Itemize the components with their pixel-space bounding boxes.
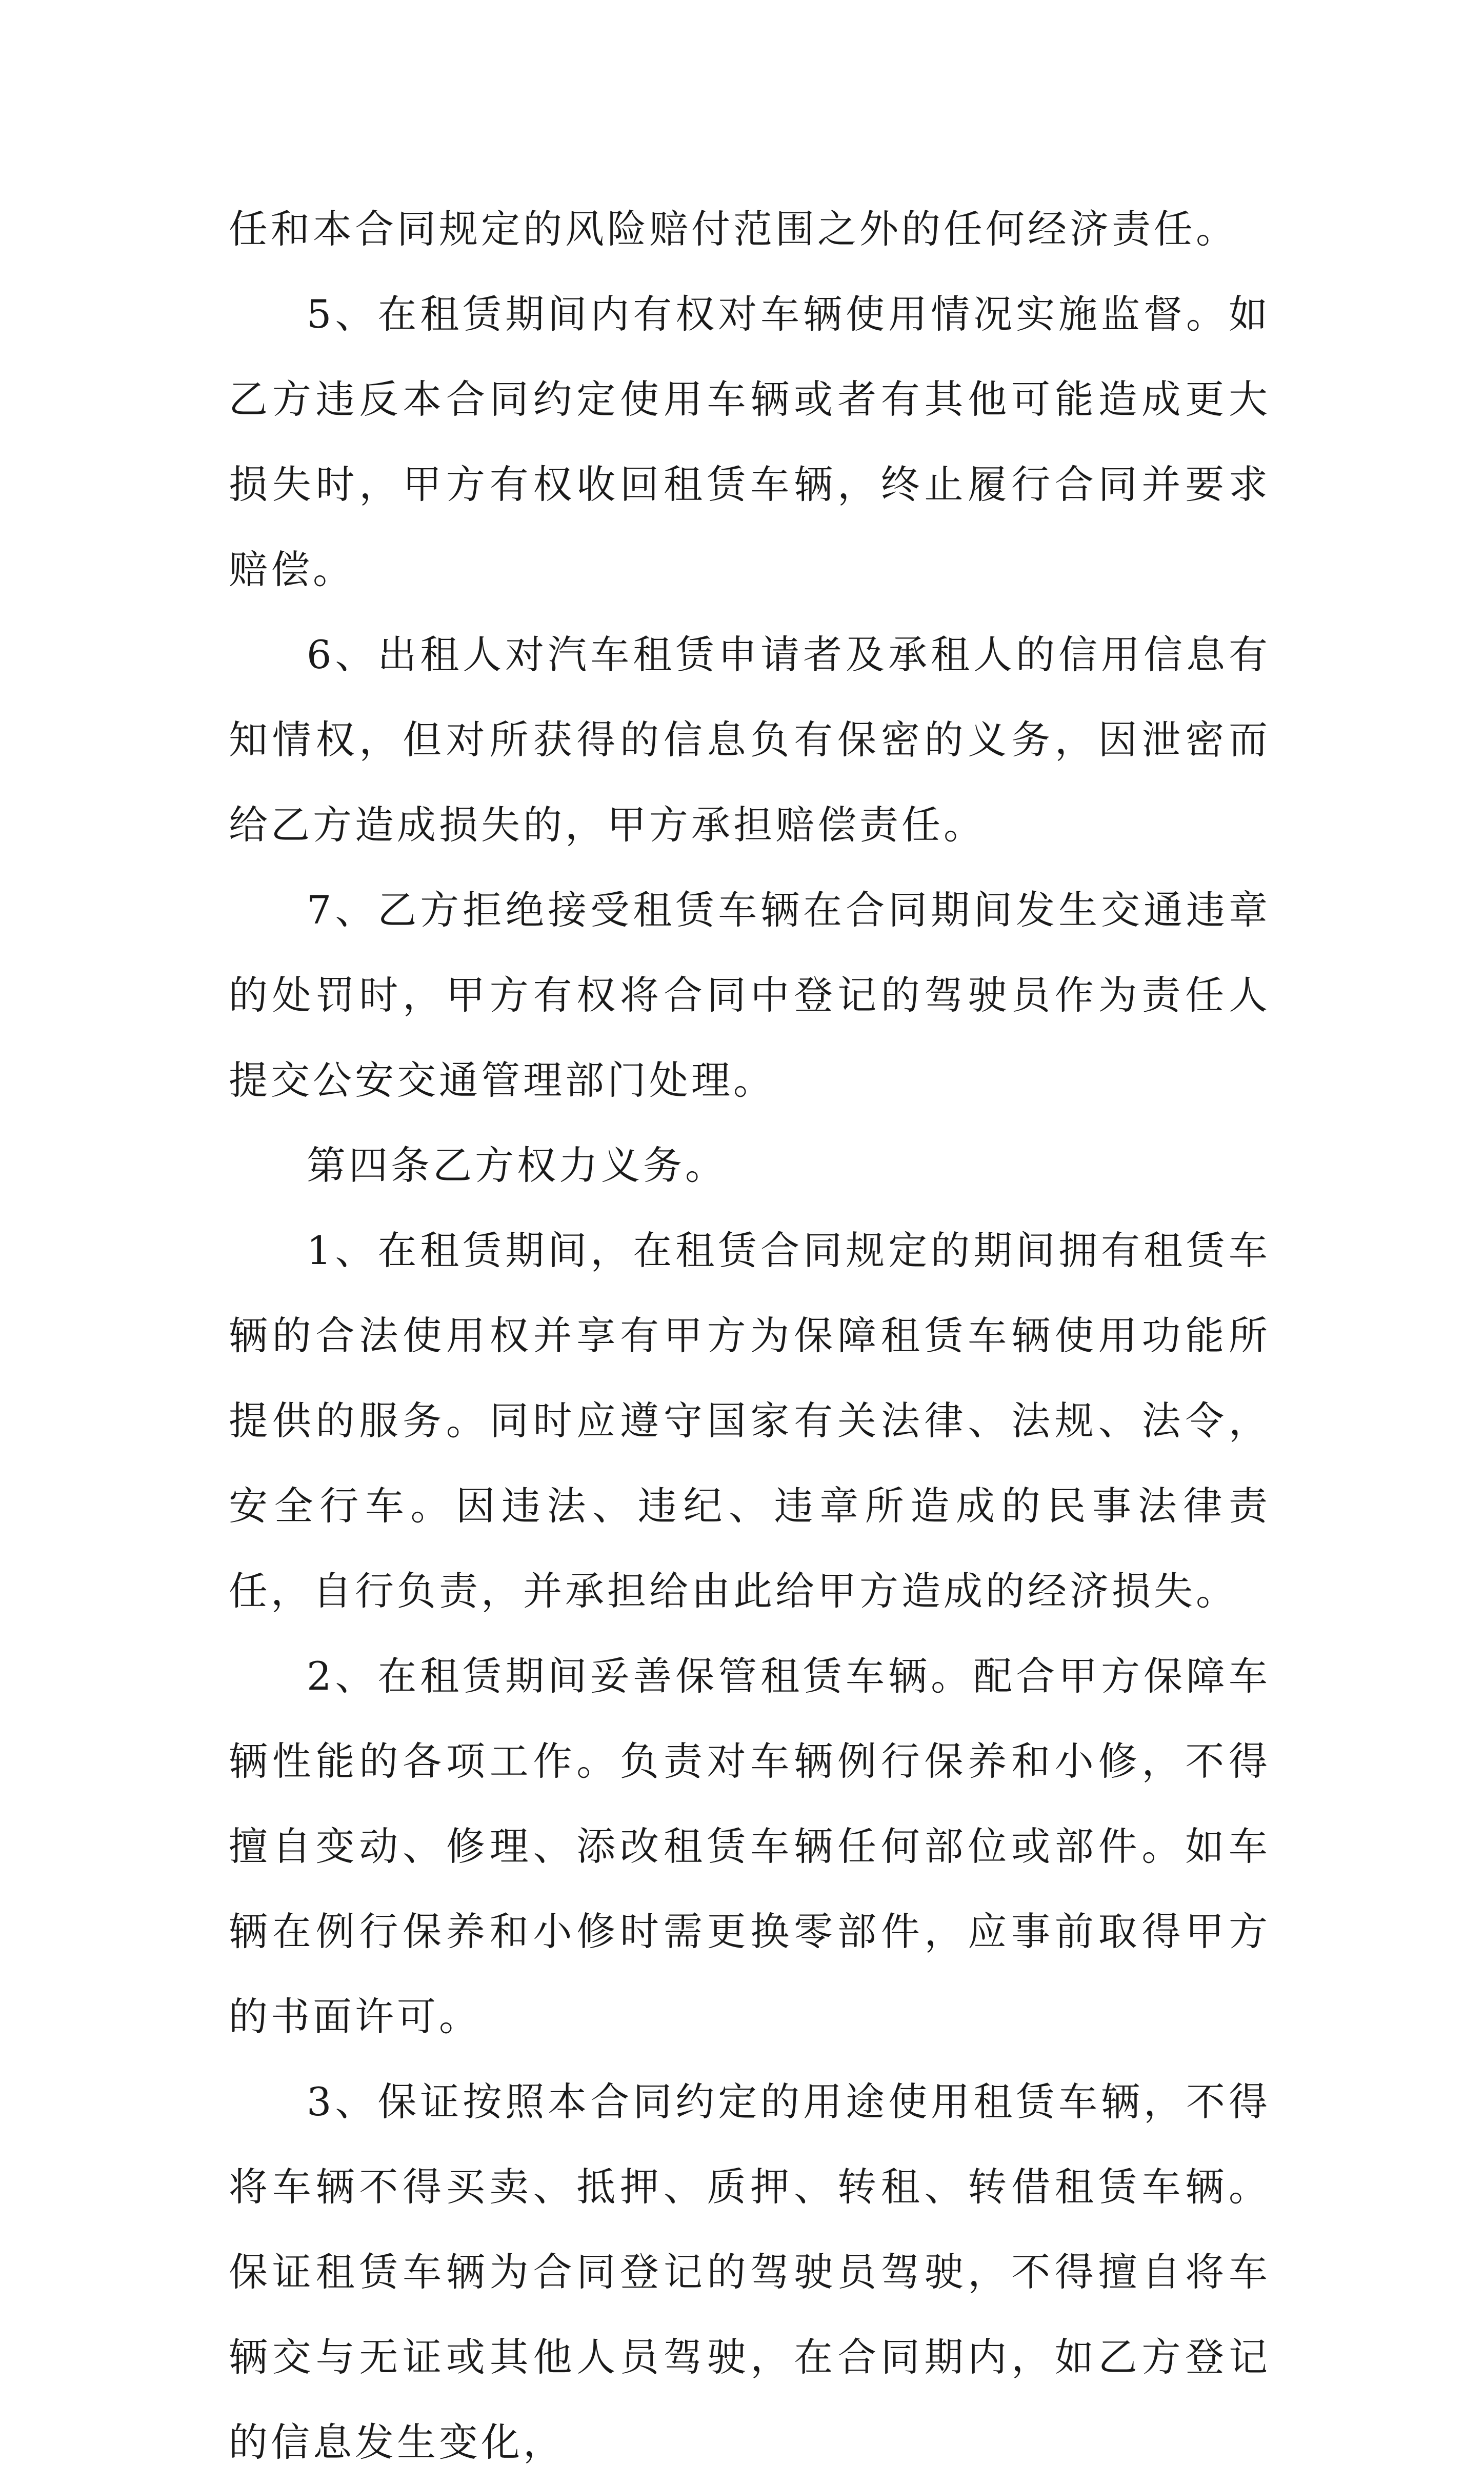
paragraph-clause-5: 5、在租赁期间内有权对车辆使用情况实施监督。如乙方违反本合同约定使用车辆或者有其他可能造成更大损失时，甲方有权收回租赁车辆，终止履行合同并要求赔偿。 <box>229 291 1271 592</box>
paragraph-clause-7: 7、乙方拒绝接受租赁车辆在合同期间发生交通违章的处罚时，甲方有权将合同中登记的驾驶员作为责任人提交公安交通管理部门处理。 <box>229 887 1271 1103</box>
section-heading-article-4: 第四条乙方权力义务。 <box>307 1143 727 1188</box>
paragraph-clause-6: 6、出租人对汽车租赁申请者及承租人的信用信息有知情权，但对所获得的信息负有保密的义务，因泄密而给乙方造成损失的，甲方承担赔偿责任。 <box>229 632 1271 848</box>
paragraph-article-4-item-1: 1、在租赁期间，在租赁合同规定的期间拥有租赁车辆的合法使用权并享有甲方为保障租赁车辆使用功能所提供的服务。同时应遵守国家有关法律、法规、法令，安全行车。因违法、违纪、违章所造成的民事法律责任，自行负责，并承担给由此给甲方造成的经济损失。 <box>229 1228 1271 1614</box>
paragraph-article-4-item-2: 2、在租赁期间妥善保管租赁车辆。配合甲方保障车辆性能的各项工作。负责对车辆例行保养和小修，不得擅自变动、修理、添改租赁车辆任何部位或部件。如车辆在例行保养和小修时需更换零部件，应事前取得甲方的书面许可。 <box>229 1653 1271 2039</box>
document-body <box>229 187 1271 2485</box>
paragraph-continuation: 任和本合同规定的风险赔付范围之外的任何经济责任。 <box>229 206 1238 252</box>
paragraph-article-4-item-3: 3、保证按照本合同约定的用途使用租赁车辆，不得将车辆不得买卖、抵押、质押、转租、转借租赁车辆。保证租赁车辆为合同登记的驾驶员驾驶，不得擅自将车辆交与无证或其他人员驾驶，在合同期内，如乙方登记的信息发生变化， <box>229 2079 1271 2465</box>
